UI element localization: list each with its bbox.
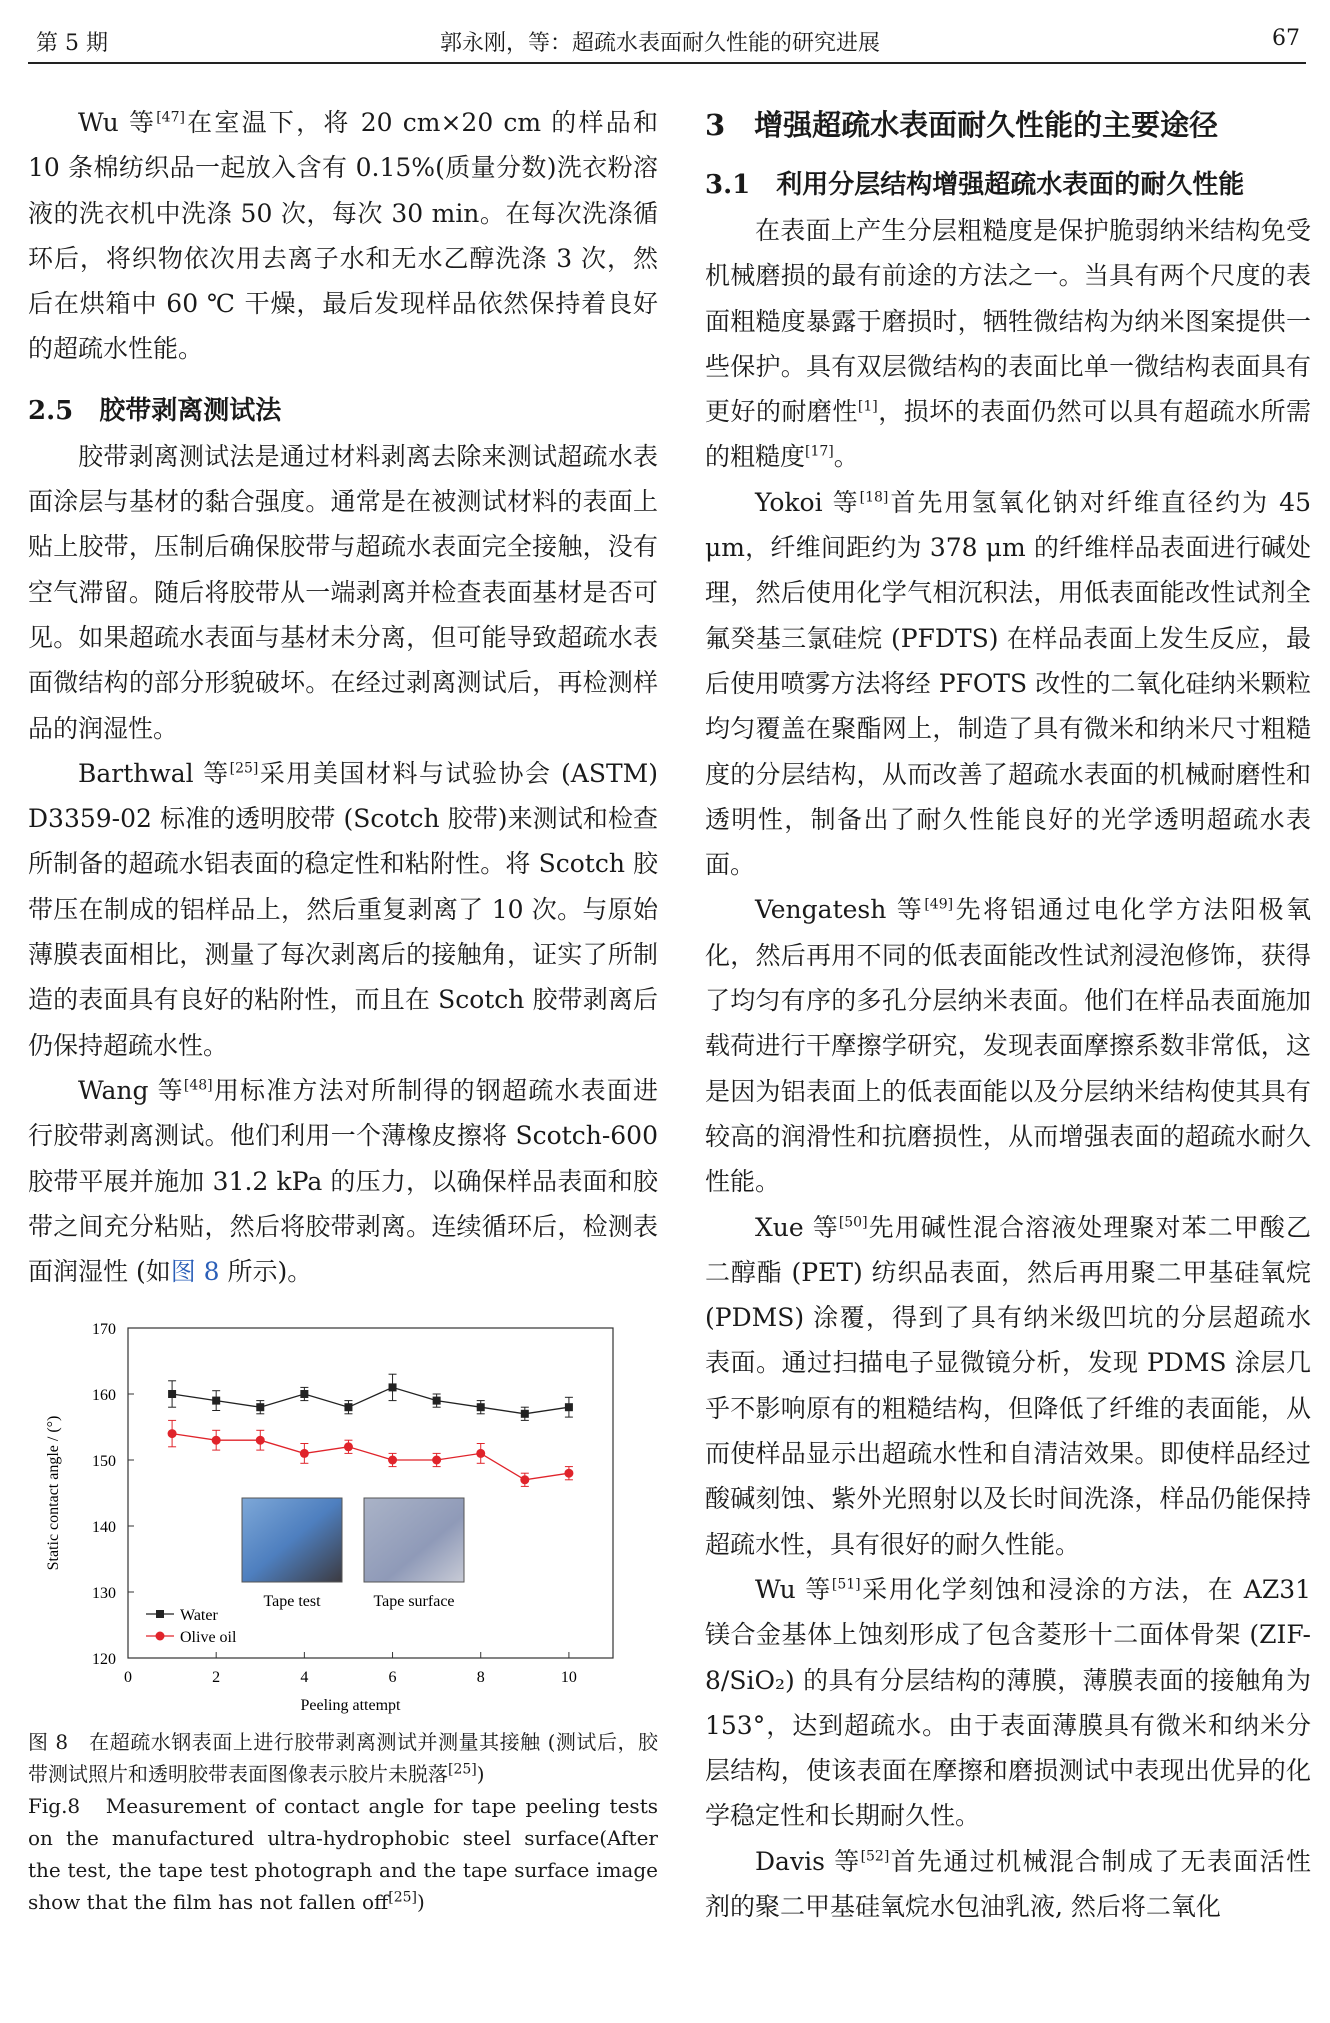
data-point [521,1410,529,1418]
paragraph-wang: Wang 等[48]用标准方法对所制得的钢超疏水表面进行胶带剥离测试。他们利用一个薄橡皮擦将 Scotch-600 胶带平展并施加 31.2 kPa 的压力，以确保样品表面和胶带之间充分粘贴，然后将胶带剥离。连续循环后，检测表面润湿性 (如图 8 所示)。 [28,1075,658,1287]
figure-caption-cn: 图 8 在超疏水钢表面上进行胶带剥离测试并测量其接触 (测试后，胶带测试照片和透明胶带表面图像表示胶片未脱落[25]) [28,1730,658,1787]
legend-label: Olive oil [180,1629,237,1647]
data-point [168,1390,176,1398]
citation[interactable]: [47] [156,109,185,126]
data-point [520,1476,529,1485]
data-point [433,1397,441,1405]
figure-8 [28,1316,658,1726]
paragraph-davis: Davis 等[52]首先通过机械混合制成了无表面活性剂的聚二甲基硅氧烷水包油乳液, 然后将二氧化 [705,1846,1311,1921]
paragraph-wu-washing: Wu 等[47]在室温下，将 20 cm×20 cm 的样品和 10 条棉纺织品一起放入含有 0.15%(质量分数)洗衣粉溶液的洗衣机中洗涤 50 次，每次 30 min。在每次洗涤循环后，将织物依次用去离子水和无水乙醇洗涤 3 次，然后在烘箱中 60 ℃ 干燥，最后发现样品依然保持着良好的超疏水性能。 [28,108,658,364]
y-axis-label: Static contact angle / (°) [45,1416,62,1571]
data-point [477,1404,485,1412]
paragraph-hierarchical-roughness: 在表面上产生分层粗糙度是保护脆弱纳米结构免受机械磨损的最有前途的方法之一。当具有两个尺度的表面粗糙度暴露于磨损时，牺牲微结构为纳米图案提供一些保护。具有双层微结构的表面比单一微结构表面具有更好的耐磨性[1]，损坏的表面仍然可以具有超疏水所需的粗糙度[17]。 [705,216,1311,472]
right-column [705,100,1311,1929]
x-tick-label: 0 [124,1669,132,1687]
legend-marker [156,1610,164,1618]
data-point [212,1397,220,1405]
data-point [300,1449,309,1458]
x-axis-label: Peeling attempt [300,1697,401,1715]
y-tick-label: 130 [92,1585,116,1603]
x-tick-label: 4 [300,1669,309,1687]
series-line-olive-oil [172,1434,569,1480]
paragraph-barthwal: Barthwal 等[25]采用美国材料与试验协会 (ASTM) D3359-02 标准的透明胶带 (Scotch 胶带)来测试和检查所制备的超疏水铝表面的稳定性和粘附性。将 Scotch 胶带压在制成的铝样品上，然后重复剥离了 10 次。与原始薄膜表面相比，测量了每次剥离后的接触角，证实了所制造的表面具有良好的粘附性，而且在 Scotch 胶带剥离后仍保持超疏水性。 [28,758,658,1060]
data-point [389,1384,397,1392]
paragraph-wu-az31: Wu 等[51]采用化学刻蚀和浸涂的方法，在 AZ31 镁合金基体上蚀刻形成了包含菱形十二面体骨架 (ZIF-8/SiO₂) 的具有分层结构的薄膜，薄膜表面的接触角为 153°，达到超疏水。由于表面薄膜具有微米和纳米分层结构，使该表面在摩擦和磨损测试中表现出优异的化学稳定性和长期耐久性。 [705,1574,1312,1831]
running-header [0,0,1330,60]
citation[interactable]: [25] [388,1889,418,1906]
legend-label: Water [180,1607,218,1625]
citation[interactable]: [25] [448,1761,477,1778]
data-point [476,1449,485,1458]
y-tick-label: 140 [92,1519,116,1537]
citation[interactable]: [48] [183,1077,213,1094]
series-line-water [172,1388,569,1414]
citation[interactable]: [18] [859,489,889,506]
y-tick-label: 170 [92,1321,116,1339]
paragraph-tape-peel-method: 胶带剥离测试法是通过材料剥离去除来测试超疏水表面涂层与基材的黏合强度。通常是在被测试材料的表面上贴上胶带，压制后确保胶带与超疏水表面完全接触，没有空气滞留。随后将胶带从一端剥离并检查表面基材是否可见。如果超疏水表面与基材未分离，但可能导致超疏水表面微结构的部分形貌破坏。在经过剥离测试后，再检测样品的润湿性。 [28,441,658,743]
data-point [300,1390,308,1398]
data-point [565,1404,573,1412]
paragraph-yokoi: Yokoi 等[18]首先用氢氧化钠对纤维直径约为 45 μm，纤维间距约为 378 μm 的纤维样品表面进行碱处理，然后使用化学气相沉积法，用低表面能改性试剂全氟癸基三氯硅烷 (PFDTS) 在样品表面上发生反应，最后使用喷雾方法将经 PFOTS 改性的二氧化硅纳米颗粒均匀覆盖在聚酯网上，制造了具有微米和纳米尺寸粗糙度的分层结构，从而改善了超疏水表面的机械耐磨性和透明性，制备出了耐久性能良好的光学透明超疏水表面。 [705,487,1311,880]
data-point [432,1456,441,1465]
section-heading-3: 3 增强超疏水表面耐久性能的主要途径 [705,108,1219,142]
section-heading-2-5: 2.5 胶带剥离测试法 [28,395,282,426]
data-point [168,1430,177,1439]
paragraph-vengatesh: Vengatesh 等[49]先将铝通过电化学方法阳极氧化，然后再用不同的低表面能改性试剂浸泡修饰，获得了均匀有序的多孔分层纳米表面。他们在样品表面施加载荷进行干摩擦学研究，发现表面摩擦系数非常低，这是因为铝表面上的低表面能以及分层纳米结构使其具有较高的润滑性和抗磨损性，从而增强表面的超疏水耐久性能。 [705,895,1311,1197]
left-column [28,100,658,1918]
citation[interactable]: [50] [838,1214,868,1231]
citation[interactable]: [49] [924,897,954,914]
citation[interactable]: [52] [860,1848,890,1865]
y-tick-label: 160 [92,1387,116,1405]
x-tick-label: 2 [212,1669,221,1687]
data-point [388,1456,397,1465]
data-point [344,1443,353,1452]
x-tick-label: 10 [560,1669,577,1687]
data-point [256,1436,265,1445]
y-tick-label: 120 [92,1651,116,1669]
contact-angle-chart [28,1316,628,1726]
citation[interactable]: [25] [229,760,259,777]
y-tick-label: 150 [92,1453,116,1471]
x-tick-label: 8 [476,1669,485,1687]
inset-tape-test-photo [242,1498,342,1582]
figure-link[interactable]: 图 8 [170,1257,220,1287]
inset-label: Tape surface [373,1593,455,1611]
citation[interactable]: [17] [805,444,834,461]
section-heading-3-1: 3.1 利用分层结构增强超疏水表面的耐久性能 [705,170,1245,200]
issue-number: 第 5 期 [36,31,108,56]
citation[interactable]: [1] [857,398,878,415]
running-title: 郭永刚，等：超疏水表面耐久性能的研究进展 [440,31,881,56]
legend-marker [156,1632,165,1641]
data-point [344,1404,352,1412]
figure-caption-en: Fig.8 Measurement of contact angle for tape peeling tests on the manufactured ultra-hydrophobic steel surface(After the test, the tape test photograph and the tape surface image show that the film has not fallen off[25]) [28,1794,658,1915]
inset-label: Tape test [263,1593,321,1611]
header-rule [28,62,1306,64]
data-point [256,1404,264,1412]
page-number: 67 [1272,26,1300,51]
x-tick-label: 6 [388,1669,397,1687]
data-point [564,1469,573,1478]
paragraph-xue: Xue 等[50]先用碱性混合溶液处理聚对苯二甲酸乙二醇酯 (PET) 纺织品表面，然后再用聚二甲基硅氧烷 (PDMS) 涂覆，得到了具有纳米级凹坑的分层超疏水表面。通过扫描电子显微镜分析，发现 PDMS 涂层几乎不影响原有的粗糙结构，但降低了纤维的表面能，从而使样品显示出超疏水性和自清洁效果。即使样品经过酸碱刻蚀、紫外光照射以及长时间洗涤，样品仍能保持超疏水性，具有很好的耐久性能。 [705,1212,1311,1559]
data-point [212,1436,221,1445]
citation[interactable]: [51] [831,1576,861,1593]
inset-tape-surface-photo [364,1498,464,1582]
